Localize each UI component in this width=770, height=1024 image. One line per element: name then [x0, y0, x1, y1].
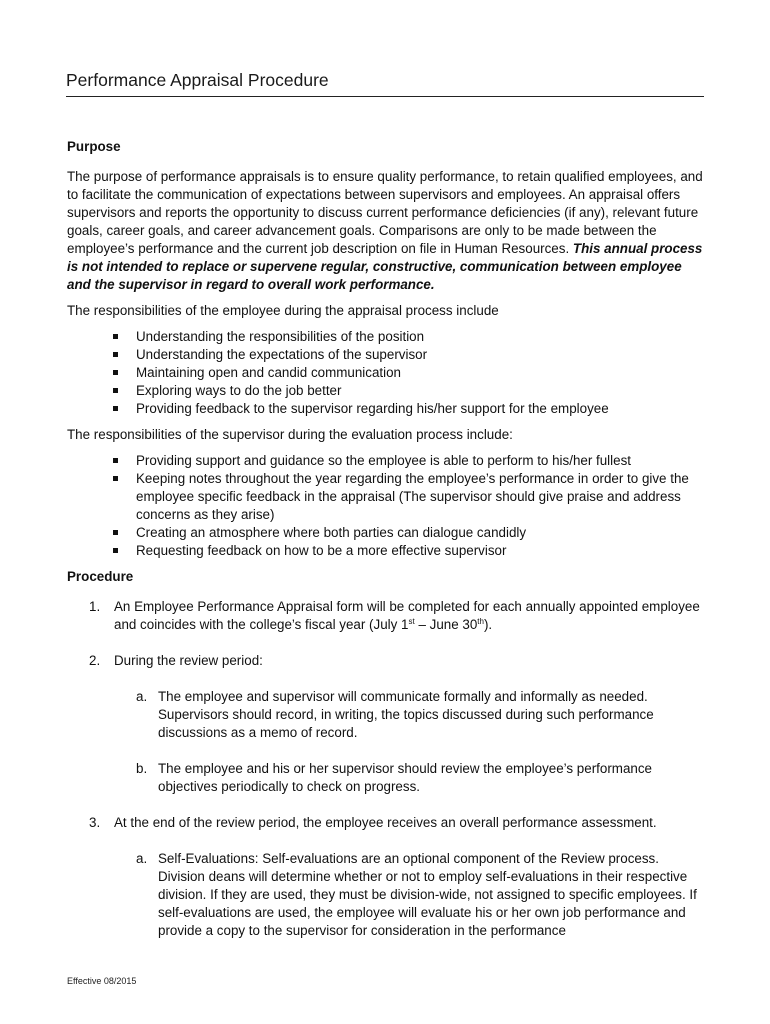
employee-responsibilities-intro: The responsibilities of the employee during the appraisal process include — [67, 303, 499, 318]
procedure-step-2 — [67, 652, 707, 796]
procedure-step-1 — [67, 598, 707, 634]
purpose-paragraph — [67, 168, 707, 294]
purpose-heading: Purpose — [67, 139, 121, 154]
sub-step-text: Self-Evaluations: Self-evaluations are an optional component of the Review process. Division deans will determine whether or not to employ self-evaluations in their respective division. If they are used, they must be division-wide, not assigned to specific employees. If self-evaluations are used, the employee will evaluate his or her own job performance and provide a copy to the supervisor for consideration in the performance — [158, 851, 697, 938]
list-item: Exploring ways to do the job better — [111, 382, 707, 400]
purpose-emphasis: This annual process is not intended to replace or supervene regular, constructive, communication between employee and the supervisor in regard to overall work performance. — [67, 241, 703, 292]
sub-step — [114, 850, 707, 940]
sub-step-text: The employee and supervisor will communicate formally and informally as needed. Supervisors should record, in writing, the topics discussed during such performance discussions as a memo of record. — [158, 689, 654, 740]
step-text: An Employee Performance Appraisal form will be completed for each annually appointed employee and coincides with the college’s fiscal year (July 1 — [114, 599, 700, 632]
list-item: Keeping notes throughout the year regarding the employee’s performance in order to give the employee specific feedback in the appraisal (The supervisor should give praise and address concerns as they arise) — [111, 470, 707, 524]
ordinal-suffix: th — [477, 617, 484, 626]
sub-step-letter: b. — [136, 761, 148, 776]
sub-step-text: The employee and his or her supervisor should review the employee’s performance objectives periodically to check on progress. — [158, 761, 652, 794]
list-item: Creating an atmosphere where both parties can dialogue candidly — [111, 524, 707, 542]
page-title: Performance Appraisal Procedure — [66, 70, 704, 97]
list-item: Understanding the responsibilities of the position — [111, 328, 707, 346]
list-item: Providing feedback to the supervisor regarding his/her support for the employee — [111, 400, 707, 418]
sub-step — [114, 760, 707, 796]
procedure-step-3 — [67, 814, 707, 940]
step-text: At the end of the review period, the employee receives an overall performance assessment. — [114, 815, 657, 830]
step-text: – June 30 — [414, 617, 478, 632]
step-number: 2. — [89, 653, 101, 668]
ordinal-suffix: st — [408, 617, 415, 626]
sub-step — [114, 688, 707, 742]
procedure-heading: Procedure — [67, 569, 134, 584]
list-item: Providing support and guidance so the employee is able to perform to his/her fullest — [111, 452, 707, 470]
sub-steps — [114, 688, 707, 796]
step-text: During the review period: — [114, 653, 263, 668]
list-item: Requesting feedback on how to be a more effective supervisor — [111, 542, 707, 560]
sub-step-letter: a. — [136, 689, 148, 704]
step-number: 1. — [89, 599, 101, 614]
step-text: ). — [483, 617, 493, 632]
procedure-steps — [67, 598, 707, 940]
purpose-text: The purpose of performance appraisals is to ensure quality performance, to retain qualified employees, and to facilitate the communication of expectations between supervisors and employees. An appraisal offers supervisors and reports the opportunity to discuss current performance deficiencies (if any), relevant future goals, career goals, and career advancement goals. Comparisons are only to be made between the employee’s performance and the current job description on file in Human Resources. — [67, 169, 703, 256]
document-body — [67, 138, 707, 958]
list-item: Understanding the expectations of the supervisor — [111, 346, 707, 364]
list-item: Maintaining open and candid communication — [111, 364, 707, 382]
sub-step-letter: a. — [136, 851, 148, 866]
employee-responsibilities-list — [67, 328, 707, 418]
sub-steps — [114, 850, 707, 940]
footer-effective-date: Effective 08/2015 — [67, 976, 137, 986]
supervisor-responsibilities-intro: The responsibilities of the supervisor during the evaluation process include: — [67, 427, 513, 442]
step-number: 3. — [89, 815, 101, 830]
supervisor-responsibilities-list — [67, 452, 707, 560]
